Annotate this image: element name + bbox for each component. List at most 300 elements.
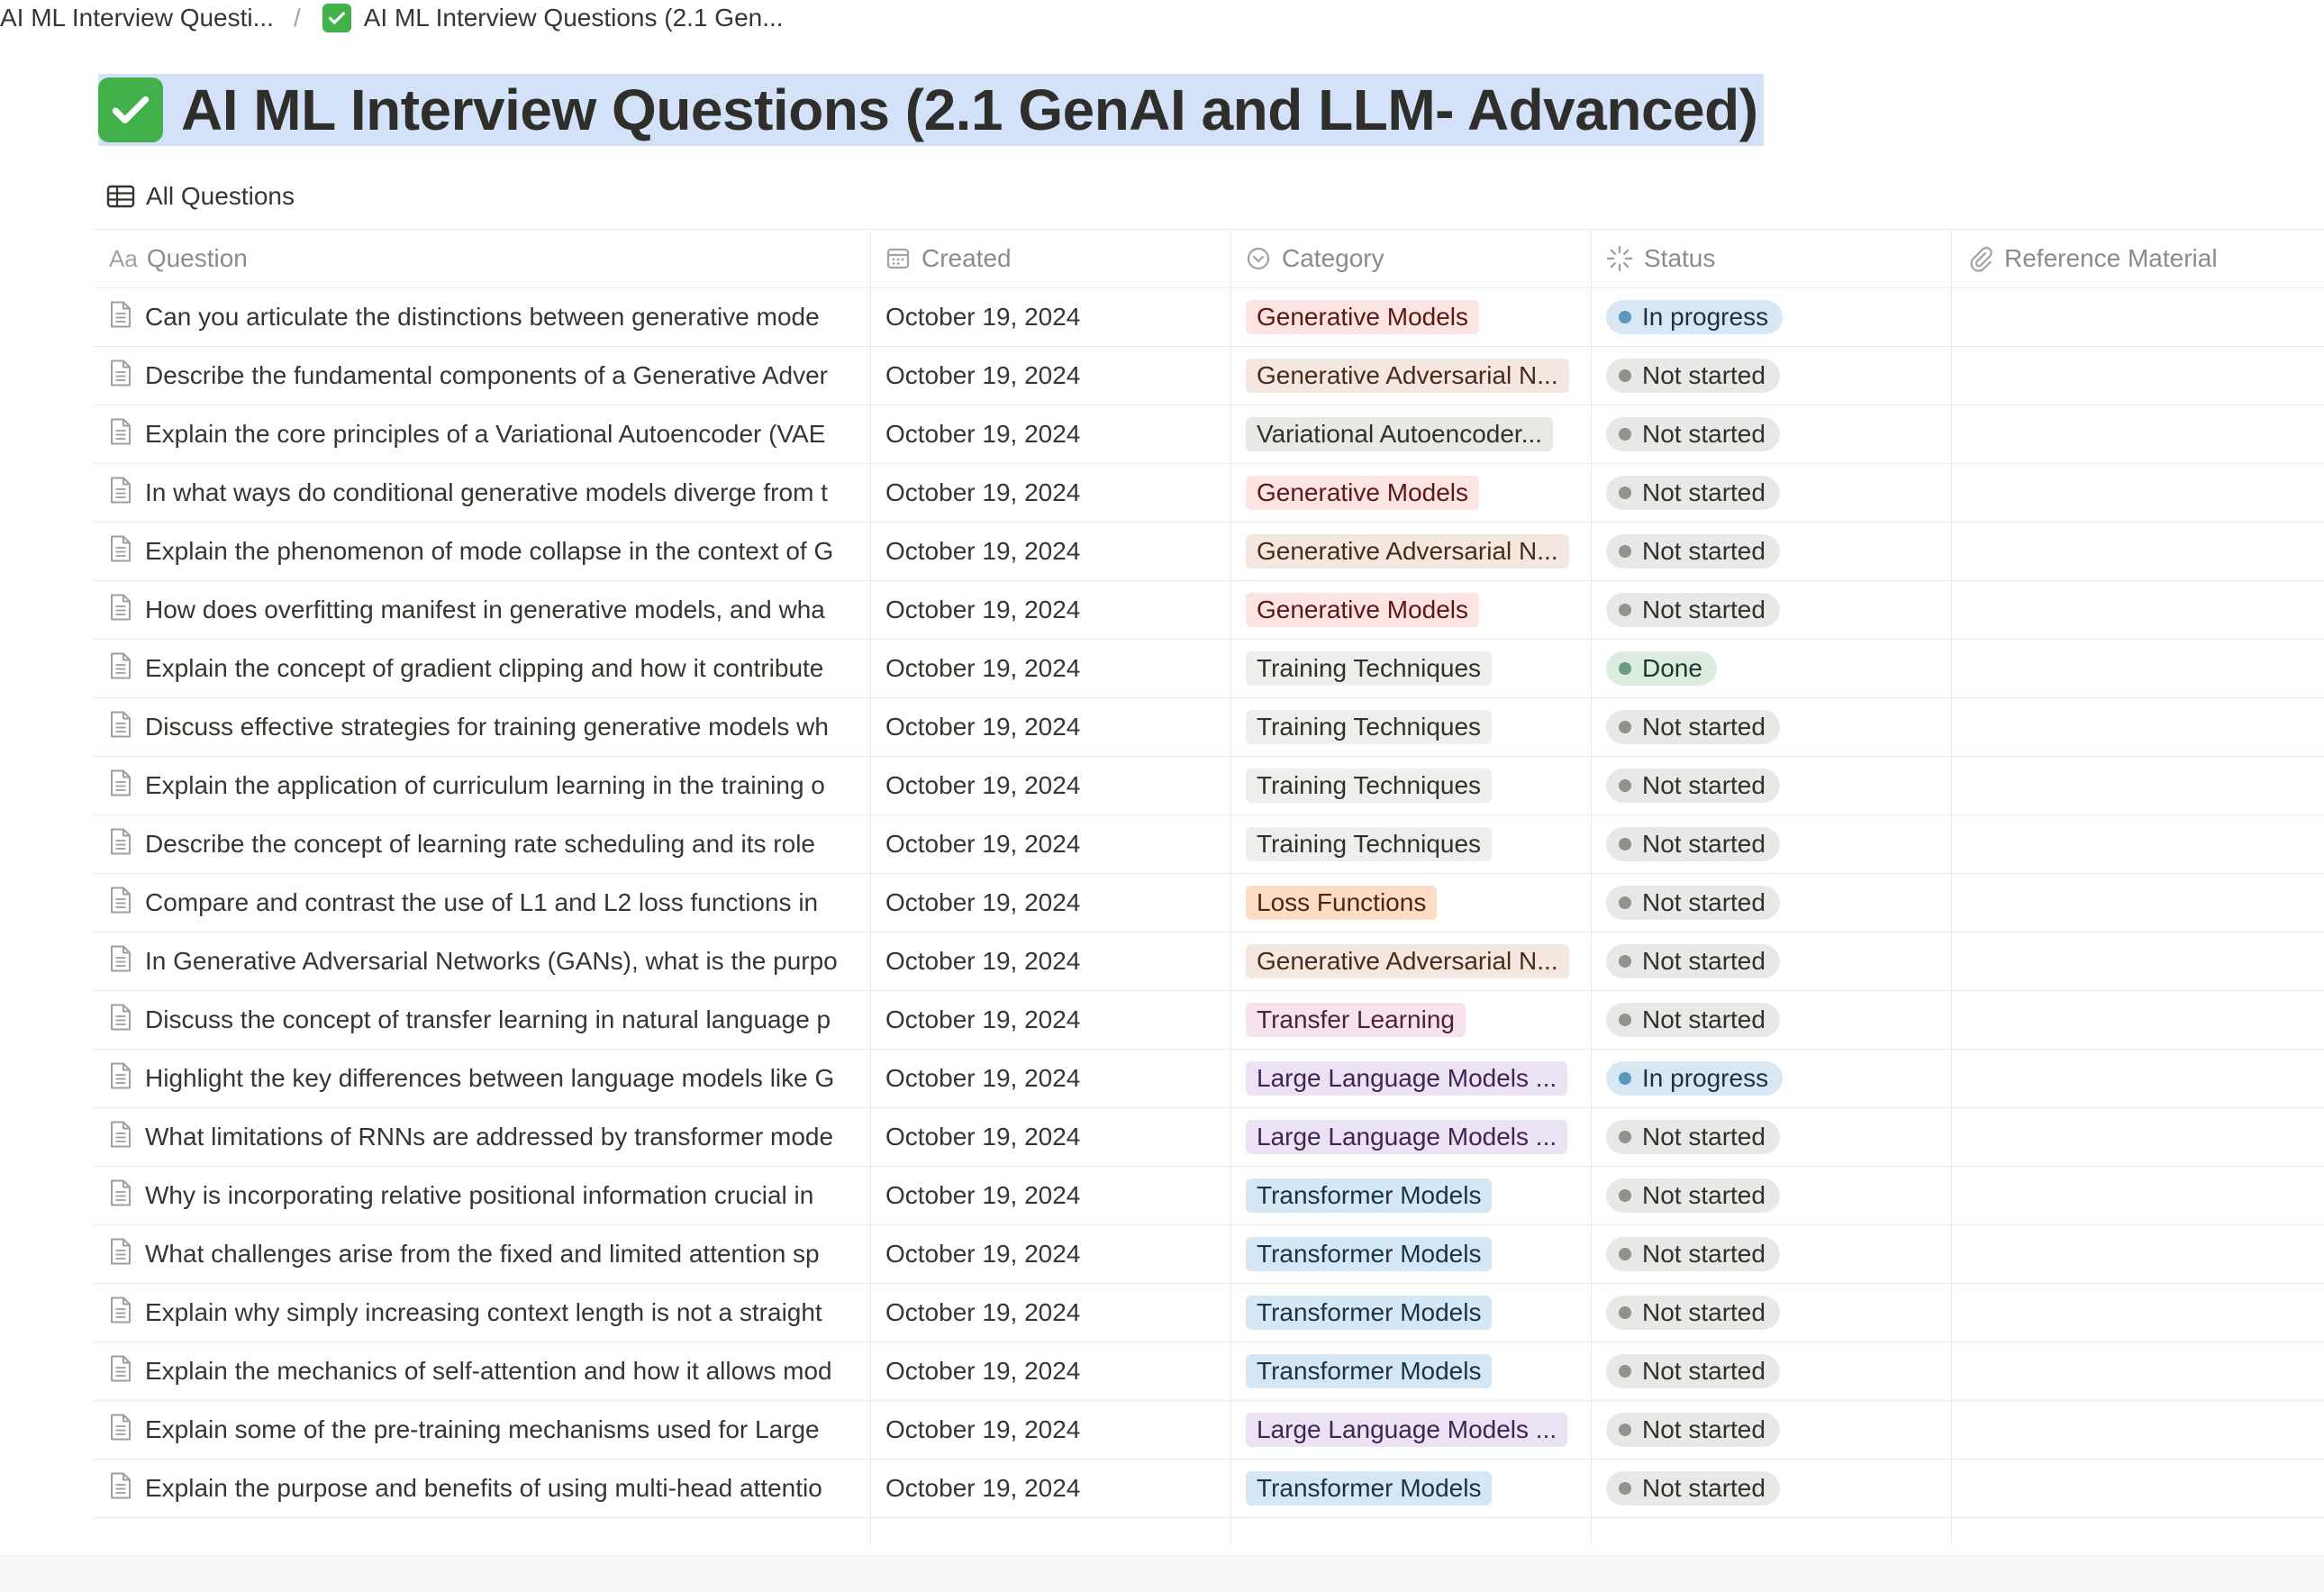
category-cell[interactable]	[1231, 347, 1592, 405]
table-row[interactable]	[93, 757, 2324, 815]
status-cell[interactable]	[1592, 1284, 1952, 1342]
created-cell[interactable]	[871, 1108, 1231, 1166]
category-cell[interactable]	[1231, 464, 1592, 522]
category-cell[interactable]	[1231, 815, 1592, 873]
status-dot	[1619, 1482, 1631, 1495]
category-tag[interactable]: Generative Adversarial N...	[1246, 944, 1569, 978]
status-label: Not started	[1642, 1357, 1766, 1385]
status-badge[interactable]	[1606, 1471, 1780, 1506]
created-date: October 19, 2024	[885, 1181, 1081, 1209]
status-label: Not started	[1642, 947, 1766, 975]
status-label: Not started	[1642, 596, 1766, 623]
page-icon	[109, 827, 132, 862]
reference-cell[interactable]	[1952, 288, 2324, 346]
page-icon	[109, 886, 132, 921]
table-row[interactable]	[93, 405, 2324, 464]
question-title[interactable]: Explain the concept of gradient clipping and how it contribute	[145, 654, 824, 682]
table-row[interactable]	[93, 815, 2324, 874]
view-tab-label[interactable]: All Questions	[146, 182, 295, 210]
question-title[interactable]: Can you articulate the distinctions between generative mode	[145, 303, 820, 331]
question-title[interactable]: In Generative Adversarial Networks (GANs), what is the purpo	[145, 947, 838, 975]
reference-cell[interactable]	[1952, 1342, 2324, 1400]
question-cell[interactable]	[93, 640, 871, 697]
database-table	[93, 229, 2324, 1555]
status-dot	[1619, 779, 1631, 792]
table-icon	[106, 184, 135, 209]
question-cell[interactable]	[93, 405, 871, 463]
status-badge[interactable]	[1606, 1003, 1780, 1037]
status-badge[interactable]	[1606, 827, 1780, 861]
created-cell[interactable]	[871, 757, 1231, 814]
status-dot	[1619, 1072, 1631, 1085]
created-cell[interactable]	[871, 347, 1231, 405]
page-title[interactable]	[98, 74, 1764, 146]
status-badge[interactable]	[1606, 593, 1780, 627]
question-title[interactable]: Explain the phenomenon of mode collapse in the context of G	[145, 537, 834, 565]
table-row[interactable]	[93, 698, 2324, 757]
status-badge[interactable]	[1606, 300, 1783, 334]
reference-cell[interactable]	[1952, 347, 2324, 405]
category-tag[interactable]: Large Language Models ...	[1246, 1120, 1567, 1154]
question-title[interactable]: Explain the mechanics of self-attention and how it allows mod	[145, 1357, 832, 1385]
created-date: October 19, 2024	[885, 478, 1081, 506]
table-row[interactable]	[93, 1108, 2324, 1167]
status-label: Not started	[1642, 771, 1766, 799]
category-tag[interactable]: Training Techniques	[1246, 769, 1492, 803]
reference-cell[interactable]	[1952, 1167, 2324, 1224]
status-label: Not started	[1642, 1240, 1766, 1268]
created-date: October 19, 2024	[885, 361, 1081, 389]
column-header-created[interactable]	[871, 230, 1231, 287]
page-icon	[109, 1061, 132, 1096]
breadcrumb-item-label[interactable]: AI ML Interview Questi...	[0, 4, 274, 32]
table-row[interactable]	[93, 1225, 2324, 1284]
page-icon	[109, 359, 132, 394]
question-title[interactable]: Explain why simply increasing context length is not a straight	[145, 1298, 822, 1326]
category-cell[interactable]	[1231, 288, 1592, 346]
created-cell[interactable]	[871, 932, 1231, 990]
status-cell[interactable]	[1592, 288, 1952, 346]
question-title[interactable]: Why is incorporating relative positional information crucial in	[145, 1181, 814, 1209]
created-cell[interactable]	[871, 1284, 1231, 1342]
question-title[interactable]: Explain the application of curriculum learning in the training o	[145, 771, 825, 799]
paperclip-icon	[1968, 245, 1993, 272]
page-icon	[109, 651, 132, 687]
breadcrumb-separator: /	[293, 4, 301, 32]
status-cell[interactable]	[1592, 874, 1952, 932]
question-cell[interactable]	[93, 1342, 871, 1400]
status-dot	[1619, 896, 1631, 909]
reference-cell[interactable]	[1952, 1460, 2324, 1517]
question-cell[interactable]	[93, 991, 871, 1049]
created-cell[interactable]	[871, 1225, 1231, 1283]
check-box-icon[interactable]	[98, 77, 163, 142]
status-dot	[1619, 1014, 1631, 1026]
column-header-label: Status	[1644, 244, 1716, 272]
category-tag[interactable]: Large Language Models ...	[1246, 1061, 1567, 1096]
status-cell[interactable]	[1592, 1342, 1952, 1400]
page-icon	[109, 300, 132, 335]
question-cell[interactable]	[93, 757, 871, 814]
question-cell[interactable]	[93, 464, 871, 522]
question-cell[interactable]	[93, 523, 871, 580]
category-tag[interactable]: Transformer Models	[1246, 1178, 1492, 1213]
reference-cell[interactable]	[1952, 698, 2324, 756]
question-title[interactable]: Compare and contrast the use of L1 and L2 loss functions in	[145, 888, 819, 916]
status-label: Not started	[1642, 537, 1766, 565]
table-row[interactable]	[93, 523, 2324, 581]
category-cell[interactable]	[1231, 932, 1592, 990]
category-tag[interactable]: Training Techniques	[1246, 651, 1492, 686]
status-label: Not started	[1642, 713, 1766, 741]
status-cell[interactable]	[1592, 757, 1952, 814]
status-badge[interactable]	[1606, 534, 1780, 569]
status-cell[interactable]	[1592, 581, 1952, 639]
question-title[interactable]: Describe the fundamental components of a Generative Adver	[145, 361, 828, 389]
category-tag[interactable]: Transfer Learning	[1246, 1003, 1466, 1037]
created-cell[interactable]	[871, 815, 1231, 873]
status-badge[interactable]	[1606, 1120, 1780, 1154]
question-cell[interactable]	[93, 1284, 871, 1342]
created-cell[interactable]	[871, 1050, 1231, 1107]
created-date: October 19, 2024	[885, 830, 1081, 858]
table-row[interactable]	[93, 347, 2324, 405]
category-tag[interactable]: Loss Functions	[1246, 886, 1437, 920]
table-body	[93, 288, 2324, 1518]
reference-cell[interactable]	[1952, 1225, 2324, 1283]
status-badge[interactable]	[1606, 359, 1780, 393]
question-cell[interactable]	[93, 288, 871, 346]
status-badge[interactable]	[1606, 1178, 1780, 1213]
status-badge[interactable]	[1606, 417, 1780, 451]
status-dot	[1619, 1189, 1631, 1202]
status-badge[interactable]	[1606, 1296, 1780, 1330]
table-row[interactable]	[93, 874, 2324, 932]
page-icon	[109, 417, 132, 452]
question-cell[interactable]	[93, 1401, 871, 1459]
status-dot	[1619, 1365, 1631, 1378]
page-title-text[interactable]: AI ML Interview Questions (2.1 GenAI and LLM- Advanced)	[181, 77, 1758, 142]
category-tag[interactable]: Training Techniques	[1246, 827, 1492, 861]
category-cell[interactable]	[1231, 581, 1592, 639]
created-cell[interactable]	[871, 405, 1231, 463]
page-icon	[109, 1120, 132, 1155]
category-tag[interactable]: Large Language Models ...	[1246, 1413, 1567, 1447]
status-badge[interactable]	[1606, 710, 1780, 744]
breadcrumb-item-label[interactable]: AI ML Interview Questions (2.1 Gen...	[363, 4, 784, 32]
status-cell[interactable]	[1592, 1108, 1952, 1166]
status-dot	[1619, 955, 1631, 968]
category-cell[interactable]	[1231, 1225, 1592, 1283]
question-title[interactable]: Describe the concept of learning rate scheduling and its role	[145, 830, 815, 858]
status-label: Not started	[1642, 1181, 1766, 1209]
question-title[interactable]: Highlight the key differences between language models like G	[145, 1064, 835, 1092]
created-cell[interactable]	[871, 698, 1231, 756]
category-tag[interactable]: Transformer Models	[1246, 1296, 1492, 1330]
status-label: Not started	[1642, 1298, 1766, 1326]
status-badge[interactable]	[1606, 1237, 1780, 1271]
question-cell[interactable]	[93, 1225, 871, 1283]
status-dot	[1619, 487, 1631, 499]
breadcrumb-item-parent[interactable]	[0, 4, 274, 32]
table-row[interactable]	[93, 1342, 2324, 1401]
status-label: Not started	[1642, 1123, 1766, 1151]
question-cell[interactable]	[93, 932, 871, 990]
reference-cell	[1952, 1518, 2324, 1545]
category-cell[interactable]	[1231, 1050, 1592, 1107]
category-cell[interactable]	[1231, 1342, 1592, 1400]
table-row[interactable]	[93, 991, 2324, 1050]
status-dot	[1619, 604, 1631, 616]
question-title[interactable]: Discuss effective strategies for training generative models wh	[145, 713, 829, 741]
status-badge[interactable]	[1606, 1354, 1780, 1388]
status-cell[interactable]	[1592, 523, 1952, 580]
created-cell[interactable]	[871, 874, 1231, 932]
created-date: October 19, 2024	[885, 713, 1081, 741]
reference-cell[interactable]	[1952, 523, 2324, 580]
category-tag[interactable]: Generative Adversarial N...	[1246, 359, 1569, 393]
reference-cell[interactable]	[1952, 1284, 2324, 1342]
status-dot	[1619, 545, 1631, 558]
status-spinner-icon	[1606, 245, 1633, 272]
created-cell[interactable]	[871, 640, 1231, 697]
question-title[interactable]: How does overfitting manifest in generative models, and wha	[145, 596, 825, 623]
category-cell[interactable]	[1231, 698, 1592, 756]
status-label: Done	[1642, 654, 1702, 682]
status-label: Not started	[1642, 1474, 1766, 1502]
created-date: October 19, 2024	[885, 1415, 1081, 1443]
breadcrumb-item-current[interactable]	[322, 4, 784, 32]
category-tag[interactable]: Transformer Models	[1246, 1354, 1492, 1388]
question-cell[interactable]	[93, 815, 871, 873]
created-cell[interactable]	[871, 1460, 1231, 1517]
category-cell[interactable]	[1231, 991, 1592, 1049]
status-badge[interactable]	[1606, 944, 1780, 978]
question-cell[interactable]	[93, 1108, 871, 1166]
question-cell[interactable]	[93, 1050, 871, 1107]
table-row[interactable]	[93, 1050, 2324, 1108]
status-cell[interactable]	[1592, 405, 1952, 463]
column-header-category[interactable]	[1231, 230, 1592, 287]
status-dot	[1619, 1424, 1631, 1436]
table-row[interactable]	[93, 581, 2324, 640]
reference-cell[interactable]	[1952, 815, 2324, 873]
status-dot	[1619, 838, 1631, 851]
status-dot	[1619, 1306, 1631, 1319]
text-aa-icon: Aa	[109, 244, 138, 272]
status-label: Not started	[1642, 361, 1766, 389]
created-cell[interactable]	[871, 1342, 1231, 1400]
reference-cell[interactable]	[1952, 932, 2324, 990]
reference-cell[interactable]	[1952, 581, 2324, 639]
status-badge[interactable]	[1606, 1061, 1783, 1096]
reference-cell[interactable]	[1952, 640, 2324, 697]
table-row[interactable]	[93, 464, 2324, 523]
category-tag[interactable]: Generative Models	[1246, 593, 1479, 627]
category-tag[interactable]: Generative Models	[1246, 300, 1479, 334]
status-cell[interactable]	[1592, 991, 1952, 1049]
table-row[interactable]	[93, 1401, 2324, 1460]
table-row[interactable]	[93, 640, 2324, 698]
category-tag[interactable]: Transformer Models	[1246, 1237, 1492, 1271]
status-dot	[1619, 369, 1631, 382]
created-date: October 19, 2024	[885, 1474, 1081, 1502]
page-icon	[109, 1237, 132, 1272]
column-header-label: Created	[921, 244, 1012, 272]
question-cell[interactable]	[93, 581, 871, 639]
column-header-label: Question	[146, 244, 248, 272]
table-row[interactable]	[93, 932, 2324, 991]
page-icon	[109, 944, 132, 979]
status-badge[interactable]	[1606, 769, 1780, 803]
status-cell[interactable]	[1592, 815, 1952, 873]
status-badge[interactable]	[1606, 476, 1780, 510]
created-date: October 19, 2024	[885, 947, 1081, 975]
reference-cell[interactable]	[1952, 991, 2324, 1049]
page-icon	[109, 1354, 132, 1389]
created-cell[interactable]	[871, 1401, 1231, 1459]
category-cell[interactable]	[1231, 757, 1592, 814]
status-label: Not started	[1642, 830, 1766, 858]
status-cell[interactable]	[1592, 698, 1952, 756]
page-icon	[109, 476, 132, 511]
status-cell[interactable]	[1592, 1401, 1952, 1459]
created-date: October 19, 2024	[885, 596, 1081, 623]
created-date: October 19, 2024	[885, 1123, 1081, 1151]
table-row[interactable]	[93, 1460, 2324, 1518]
category-cell[interactable]	[1231, 640, 1592, 697]
status-label: In progress	[1642, 303, 1769, 331]
created-cell[interactable]	[871, 464, 1231, 522]
status-dot	[1619, 721, 1631, 733]
reference-cell[interactable]	[1952, 1401, 2324, 1459]
status-cell[interactable]	[1592, 1460, 1952, 1517]
status-cell[interactable]	[1592, 640, 1952, 697]
status-label: Not started	[1642, 888, 1766, 916]
category-cell[interactable]	[1231, 1284, 1592, 1342]
status-cell	[1592, 1518, 1952, 1545]
status-cell[interactable]	[1592, 932, 1952, 990]
created-date: October 19, 2024	[885, 1357, 1081, 1385]
status-badge[interactable]	[1606, 886, 1780, 920]
page-icon	[109, 1003, 132, 1038]
created-date: October 19, 2024	[885, 1298, 1081, 1326]
category-cell[interactable]	[1231, 1401, 1592, 1459]
category-tag[interactable]: Generative Models	[1246, 476, 1479, 510]
reference-cell[interactable]	[1952, 464, 2324, 522]
table-row-partial	[93, 1518, 2324, 1545]
question-cell[interactable]	[93, 1167, 871, 1224]
question-title[interactable]: In what ways do conditional generative models diverge from t	[145, 478, 828, 506]
status-dot	[1619, 1131, 1631, 1143]
column-header-question[interactable]	[93, 230, 871, 287]
column-header-label: Reference Material	[2004, 244, 2218, 272]
category-cell[interactable]	[1231, 1108, 1592, 1166]
column-header-reference-material[interactable]	[1952, 230, 2324, 287]
question-cell[interactable]	[93, 1460, 871, 1517]
question-title[interactable]: What challenges arise from the fixed and limited attention sp	[145, 1240, 820, 1268]
reference-cell[interactable]	[1952, 405, 2324, 463]
category-tag[interactable]: Generative Adversarial N...	[1246, 534, 1569, 569]
status-cell[interactable]	[1592, 1167, 1952, 1224]
status-dot	[1619, 311, 1631, 323]
question-title[interactable]: Explain the purpose and benefits of using multi-head attentio	[145, 1474, 822, 1502]
status-cell[interactable]	[1592, 1050, 1952, 1107]
status-cell[interactable]	[1592, 347, 1952, 405]
question-title[interactable]: Explain the core principles of a Variational Autoencoder (VAE	[145, 420, 826, 448]
table-row[interactable]	[93, 1167, 2324, 1225]
status-cell[interactable]	[1592, 464, 1952, 522]
question-cell[interactable]	[93, 698, 871, 756]
page-icon	[109, 1178, 132, 1214]
page-icon	[109, 769, 132, 804]
category-tag[interactable]: Variational Autoencoder...	[1246, 417, 1553, 451]
status-dot	[1619, 662, 1631, 675]
created-date: October 19, 2024	[885, 1240, 1081, 1268]
created-cell[interactable]	[871, 523, 1231, 580]
status-dot	[1619, 1248, 1631, 1260]
category-tag[interactable]: Transformer Models	[1246, 1471, 1492, 1506]
created-date: October 19, 2024	[885, 888, 1081, 916]
table-row[interactable]	[93, 1284, 2324, 1342]
status-cell[interactable]	[1592, 1225, 1952, 1283]
question-title[interactable]: What limitations of RNNs are addressed by transformer mode	[145, 1123, 834, 1151]
page-icon	[109, 1296, 132, 1331]
created-date: October 19, 2024	[885, 420, 1081, 448]
reference-cell[interactable]	[1952, 757, 2324, 814]
check-box-icon	[322, 4, 351, 32]
reference-cell[interactable]	[1952, 874, 2324, 932]
created-date: October 19, 2024	[885, 303, 1081, 331]
question-title[interactable]: Explain some of the pre-training mechanisms used for Large	[145, 1415, 820, 1443]
category-cell[interactable]	[1231, 405, 1592, 463]
reference-cell[interactable]	[1952, 1050, 2324, 1107]
created-cell[interactable]	[871, 288, 1231, 346]
bottom-bar	[0, 1555, 2324, 1592]
created-cell[interactable]	[871, 581, 1231, 639]
column-header-status[interactable]	[1592, 230, 1952, 287]
category-cell[interactable]	[1231, 1460, 1592, 1517]
calendar-icon	[885, 246, 911, 271]
category-tag[interactable]: Training Techniques	[1246, 710, 1492, 744]
created-cell[interactable]	[871, 1167, 1231, 1224]
question-cell[interactable]	[93, 347, 871, 405]
reference-cell[interactable]	[1952, 1108, 2324, 1166]
table-row[interactable]	[93, 288, 2324, 347]
category-cell[interactable]	[1231, 874, 1592, 932]
category-cell[interactable]	[1231, 523, 1592, 580]
status-label: In progress	[1642, 1064, 1769, 1092]
status-label: Not started	[1642, 420, 1766, 448]
question-title[interactable]: Discuss the concept of transfer learning in natural language p	[145, 1005, 831, 1033]
page-icon	[109, 593, 132, 628]
created-date: October 19, 2024	[885, 771, 1081, 799]
status-dot	[1619, 428, 1631, 441]
created-date: October 19, 2024	[885, 654, 1081, 682]
page-icon	[109, 534, 132, 569]
question-cell[interactable]	[93, 874, 871, 932]
status-badge[interactable]	[1606, 651, 1717, 686]
created-cell[interactable]	[871, 991, 1231, 1049]
page-icon	[109, 1413, 132, 1448]
category-cell[interactable]	[1231, 1167, 1592, 1224]
view-tab-all-questions[interactable]	[106, 177, 295, 216]
breadcrumb	[0, 0, 784, 36]
page-icon	[109, 1471, 132, 1506]
created-date: October 19, 2024	[885, 537, 1081, 565]
status-label: Not started	[1642, 1005, 1766, 1033]
status-badge[interactable]	[1606, 1413, 1780, 1447]
